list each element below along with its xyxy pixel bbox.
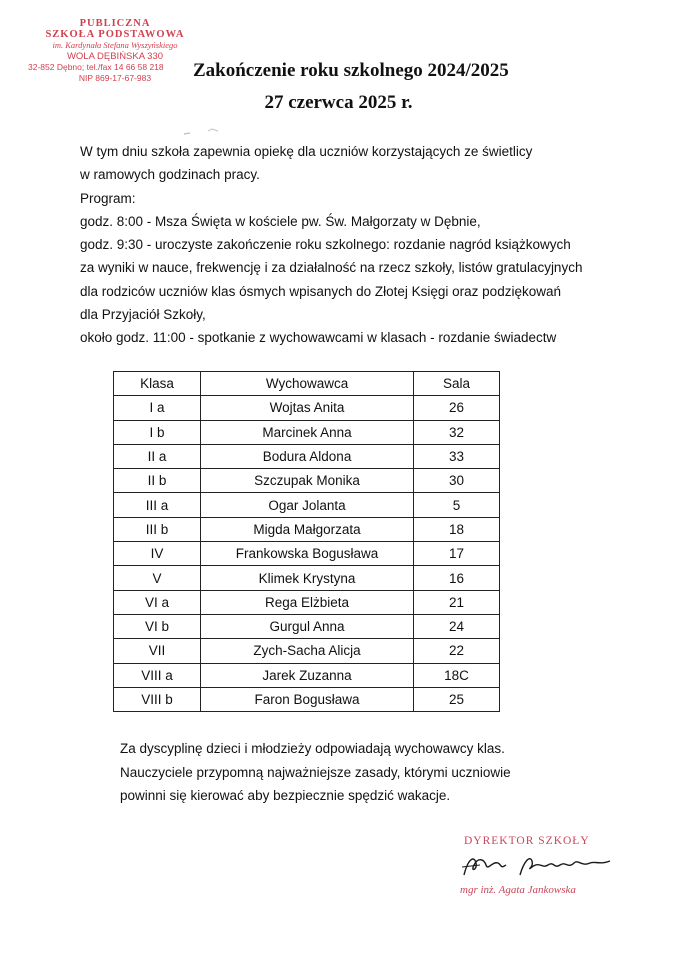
table-row bbox=[114, 469, 500, 493]
table-row bbox=[114, 639, 500, 663]
cell-class: I a bbox=[114, 396, 201, 420]
text-line: Program: bbox=[80, 190, 136, 206]
cell-room: 32 bbox=[413, 420, 499, 444]
table-row bbox=[114, 493, 500, 517]
cell-room: 30 bbox=[413, 469, 499, 493]
cell-room: 25 bbox=[413, 687, 499, 711]
text-line: około godz. 11:00 - spotkanie z wychowawcami w klasach - rozdanie świadectw bbox=[80, 330, 557, 346]
text-line: powinni się kierować aby bezpiecznie spędzić wakacje. bbox=[120, 788, 451, 803]
cell-room: 17 bbox=[413, 542, 499, 566]
cell-class: VII bbox=[114, 639, 201, 663]
table-header-row bbox=[114, 372, 500, 396]
cell-teacher: Klimek Krystyna bbox=[201, 566, 414, 590]
table-row bbox=[114, 614, 500, 638]
cell-teacher: Szczupak Monika bbox=[201, 469, 414, 493]
text-line: w ramowych godzinach pracy. bbox=[80, 167, 260, 183]
table-row bbox=[114, 566, 500, 590]
cell-room: 21 bbox=[413, 590, 499, 614]
text-line: Nauczyciele przypomną najważniejsze zasady, którymi uczniowie bbox=[120, 764, 511, 780]
director-title: DYREKTOR SZKOŁY bbox=[464, 835, 590, 847]
cell-class: VI b bbox=[114, 614, 201, 638]
cell-teacher: Bodura Aldona bbox=[201, 444, 414, 468]
stamp-line: im. Kardynała Stefana Wyszyńskiego bbox=[52, 40, 178, 50]
cell-room: 18C bbox=[413, 663, 499, 687]
cell-teacher: Gurgul Anna bbox=[201, 614, 414, 638]
table-row bbox=[114, 444, 500, 468]
stamp-line: 32-852 Dębno; tel./fax 14 66 58 218 bbox=[28, 62, 164, 72]
header-teacher: Wychowawca bbox=[201, 372, 414, 396]
text-line: W tym dniu szkoła zapewnia opiekę dla uczniów korzystających ze świetlicy bbox=[80, 144, 533, 159]
table-row bbox=[114, 663, 500, 687]
cell-class: VIII a bbox=[114, 663, 201, 687]
cell-room: 22 bbox=[413, 639, 499, 663]
table-row bbox=[114, 590, 500, 614]
table-row bbox=[114, 687, 500, 711]
cell-class: III b bbox=[114, 517, 201, 541]
cell-class: IV bbox=[114, 542, 201, 566]
cell-room: 18 bbox=[413, 517, 499, 541]
cell-class: VI a bbox=[114, 590, 201, 614]
director-stamp bbox=[450, 835, 650, 896]
signature-image bbox=[450, 849, 620, 881]
document-title: Zakończenie roku szkolnego 2024/2025 bbox=[193, 60, 509, 81]
header-class: Klasa bbox=[114, 372, 201, 396]
text-line: godz. 8:00 - Msza Święta w kościele pw. Św. Małgorzaty w Dębnie, bbox=[80, 213, 481, 229]
stamp-line: NIP 869-17-67-983 bbox=[78, 73, 152, 83]
cell-teacher: Wojtas Anita bbox=[201, 396, 414, 420]
cell-teacher: Marcinek Anna bbox=[201, 420, 414, 444]
cell-teacher: Migda Małgorzata bbox=[201, 517, 414, 541]
cell-room: 5 bbox=[413, 493, 499, 517]
class-teacher-table bbox=[113, 371, 500, 712]
table-row bbox=[114, 517, 500, 541]
document-date: 27 czerwca 2025 r. bbox=[264, 92, 413, 113]
stamp-line: PUBLICZNA bbox=[79, 18, 151, 29]
cell-room: 33 bbox=[413, 444, 499, 468]
stamp-line: WOLA DĘBIŃSKA 330 bbox=[66, 51, 164, 62]
text-line: Za dyscyplinę dzieci i młodzieży odpowiadają wychowawcy klas. bbox=[120, 741, 505, 756]
cell-teacher: Rega Elżbieta bbox=[201, 590, 414, 614]
cell-class: VIII b bbox=[114, 687, 201, 711]
school-stamp bbox=[30, 18, 200, 84]
cell-teacher: Zych-Sacha Alicja bbox=[201, 639, 414, 663]
table-row bbox=[114, 542, 500, 566]
text-line: godz. 9:30 - uroczyste zakończenie roku szkolnego: rozdanie nagród książkowych bbox=[80, 237, 571, 253]
cell-class: I b bbox=[114, 420, 201, 444]
cell-teacher: Faron Bogusława bbox=[201, 687, 414, 711]
cell-room: 16 bbox=[413, 566, 499, 590]
scan-specks-decoration bbox=[182, 126, 232, 138]
cell-class: II a bbox=[114, 444, 201, 468]
closing-text bbox=[120, 737, 590, 808]
text-line: dla Przyjaciół Szkoły, bbox=[80, 307, 206, 323]
cell-teacher: Ogar Jolanta bbox=[201, 493, 414, 517]
cell-teacher: Frankowska Bogusława bbox=[201, 542, 414, 566]
cell-room: 26 bbox=[413, 396, 499, 420]
text-line: za wyniki w nauce, frekwencję i za działalność na rzecz szkoły, listów gratulacyjnych bbox=[80, 260, 583, 276]
table-row bbox=[114, 396, 500, 420]
header-room: Sala bbox=[413, 372, 499, 396]
cell-class: III a bbox=[114, 493, 201, 517]
cell-class: II b bbox=[114, 469, 201, 493]
table-row bbox=[114, 420, 500, 444]
director-name: mgr inż. Agata Jankowska bbox=[460, 884, 576, 896]
cell-class: V bbox=[114, 566, 201, 590]
cell-room: 24 bbox=[413, 614, 499, 638]
program-text bbox=[80, 140, 620, 350]
cell-teacher: Jarek Zuzanna bbox=[201, 663, 414, 687]
stamp-line: SZKOŁA PODSTAWOWA bbox=[45, 29, 185, 40]
text-line: dla rodziców uczniów klas ósmych wpisanych do Złotej Księgi oraz podziękowań bbox=[80, 283, 561, 299]
